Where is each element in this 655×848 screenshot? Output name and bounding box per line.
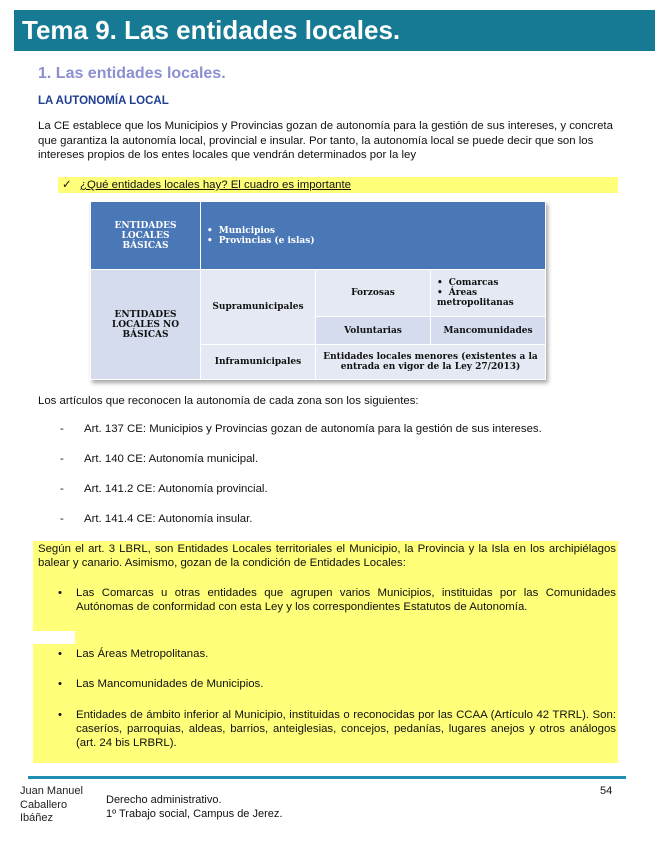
- list-item: • Áreas metropolitanas: [437, 288, 545, 308]
- forzosas-list: [431, 270, 546, 317]
- page-number: 54: [600, 785, 613, 797]
- basic-entities-list: [201, 202, 546, 270]
- list-item: [60, 453, 258, 465]
- basic-entities-header: ENTIDADES LOCALES BÁSICAS: [91, 202, 201, 270]
- list-item: [58, 708, 616, 751]
- dash-marker: -: [60, 453, 64, 465]
- article-text: Art. 141.2 CE: Autonomía provincial.: [84, 483, 268, 495]
- nonbasic-entities-header: ENTIDADES LOCALES NO BÁSICAS: [91, 270, 201, 380]
- voluntarias-value: Mancomunidades: [431, 317, 546, 345]
- bullet-marker: •: [58, 678, 62, 690]
- course-line: 1º Trabajo social, Campus de Jerez.: [106, 808, 283, 820]
- list-item: • Municipios: [207, 226, 545, 236]
- entities-table: [90, 201, 546, 380]
- list-item: [60, 513, 252, 525]
- list-item: [58, 677, 616, 691]
- list-item: [58, 647, 616, 661]
- list-item: • Comarcas: [437, 278, 545, 288]
- page-title: Tema 9. Las entidades locales.: [14, 10, 655, 51]
- dash-marker: -: [60, 513, 64, 525]
- voluntarias-label: Voluntarias: [316, 317, 431, 345]
- bullet-marker: •: [58, 648, 62, 660]
- subheading: LA AUTONOMÍA LOCAL: [38, 95, 169, 107]
- course-line: Derecho administrativo.: [106, 794, 222, 806]
- list-item: • Provincias (e islas): [207, 236, 545, 246]
- articles-intro: Los artículos que reconocen la autonomía de cada zona son los siguientes:: [38, 395, 419, 407]
- footer-author: [20, 785, 100, 826]
- article-text: Art. 141.4 CE: Autonomía insular.: [84, 513, 253, 525]
- article-text: Art. 140 CE: Autonomía municipal.: [84, 453, 259, 465]
- highlight-gap: [33, 631, 75, 644]
- list-item: [60, 483, 268, 495]
- lbrl-intro: Según el art. 3 LBRL, son Entidades Locales territoriales el Municipio, la Provincia y la Isla en los archipiélagos balear y canario. Asimismo, gozan de la condición de Entidades Locales:: [38, 543, 616, 570]
- inframunicipal-label: Inframunicipales: [201, 345, 316, 380]
- footer-divider: [28, 776, 626, 779]
- bullet-text: Entidades de ámbito inferior al Municipio, instituidas o reconocidas por las CCAA (Artículo 42 TRRL). Son: caseríos, parroquias, aldeas, barrios, anteiglesias, concejos, pedanías, lugares anejos y otros análogos (art. 24 bis LRBRL).: [76, 709, 616, 750]
- intro-paragraph: La CE establece que los Municipios y Provincias gozan de autonomía para la gestión de sus intereses, y concreta que garantiza la autonomía local, provincial e insular. Por tanto, la autonomía local se puede decir que son los intereses propios de los entes locales que vendrán determinados por la ley: [38, 120, 613, 161]
- article-text: Art. 137 CE: Municipios y Provincias gozan de autonomía para la gestión de sus intereses.: [84, 423, 542, 435]
- bullet-text: Las Áreas Metropolitanas.: [76, 648, 209, 660]
- footer-course: [106, 793, 282, 821]
- bullet-text: Las Comarcas u otras entidades que agrupen varios Municipios, instituidas por las Comunidades Autónomas de conformidad con esta Ley y los correspondientes Estatutos de Autonomía.: [76, 587, 616, 614]
- list-item: [60, 423, 542, 435]
- question-text: ¿Qué entidades locales hay? El cuadro es importante: [80, 179, 352, 191]
- dash-marker: -: [60, 423, 64, 435]
- inframunicipal-value: Entidades locales menores (existentes a la entrada en vigor de la Ley 27/2013): [316, 345, 546, 380]
- author-line: Ibáñez: [20, 812, 54, 824]
- supramunicipal-label: Supramunicipales: [201, 270, 316, 345]
- author-line: Caballero: [20, 798, 68, 811]
- highlighted-question: [58, 177, 618, 193]
- bullet-marker: •: [58, 587, 62, 599]
- forzosas-label: Forzosas: [316, 270, 431, 317]
- section-title: 1. Las entidades locales.: [38, 65, 226, 82]
- author-line: Juan Manuel: [20, 785, 83, 797]
- list-item: [58, 586, 616, 614]
- dash-marker: -: [60, 483, 64, 495]
- bullet-text: Las Mancomunidades de Municipios.: [76, 678, 264, 690]
- checkmark-icon: ✓: [62, 179, 72, 191]
- bullet-marker: •: [58, 709, 62, 721]
